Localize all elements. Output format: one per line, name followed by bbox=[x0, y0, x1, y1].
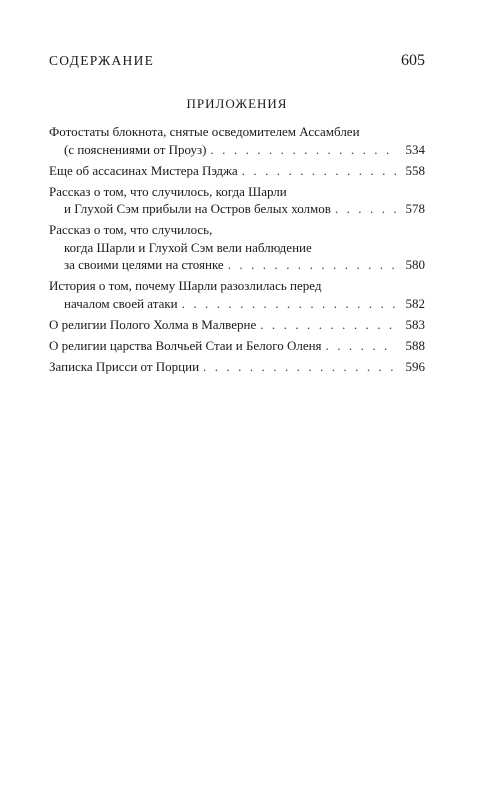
dot-leader bbox=[203, 358, 396, 376]
toc-entry[interactable] bbox=[49, 183, 425, 218]
toc-entry-text: Еще об ассасинах Мистера Пэджа bbox=[49, 162, 238, 178]
toc-entry-text: О религии царства Волчьей Стаи и Белого Оленя bbox=[49, 337, 322, 353]
toc-entry-line bbox=[49, 141, 425, 159]
toc-entry-line bbox=[49, 256, 425, 274]
running-header bbox=[49, 52, 425, 70]
toc-entry-text: Записка Присси от Порции bbox=[49, 358, 200, 374]
toc-page-number: 558 bbox=[405, 162, 425, 178]
toc-entry-text: (с пояснениями от Проуз) bbox=[64, 141, 207, 157]
toc-entry[interactable] bbox=[49, 316, 425, 334]
dot-leader bbox=[182, 295, 396, 313]
dot-leader bbox=[326, 337, 396, 355]
toc-entry-line bbox=[49, 221, 425, 239]
toc-entry-line bbox=[49, 183, 425, 201]
toc-page-number: 588 bbox=[405, 337, 425, 353]
toc-entry-text: Фотостаты блокнота, снятые осведомителем Ассамблеи bbox=[49, 124, 360, 139]
toc-entry-text: История о том, почему Шарли разозлилась перед bbox=[49, 278, 322, 293]
toc-entry-text: Рассказ о том, что случилось, bbox=[49, 222, 213, 237]
toc-entry-line bbox=[49, 337, 425, 355]
section-title: ПРИЛОЖЕНИЯ bbox=[186, 96, 288, 111]
toc-entry[interactable] bbox=[49, 358, 425, 376]
dot-leader bbox=[228, 256, 396, 274]
toc-page-number: 582 bbox=[405, 295, 425, 311]
page-number: 605 bbox=[401, 52, 425, 69]
dot-leader bbox=[242, 162, 396, 180]
toc-entry-line bbox=[49, 316, 425, 334]
toc-page-number: 596 bbox=[405, 358, 425, 374]
toc-entry-text: началом своей атаки bbox=[64, 295, 178, 311]
toc-page-number: 583 bbox=[405, 316, 425, 332]
toc-entry-line bbox=[49, 123, 425, 141]
dot-leader bbox=[335, 200, 396, 218]
dot-leader bbox=[260, 316, 396, 334]
toc-entry-text: когда Шарли и Глухой Сэм вели наблюдение bbox=[64, 239, 312, 255]
toc-entry[interactable] bbox=[49, 337, 425, 355]
toc-entry-text: О религии Полого Холма в Малверне bbox=[49, 316, 257, 332]
toc-entry[interactable] bbox=[49, 123, 425, 158]
toc-entry-line bbox=[49, 295, 425, 313]
table-of-contents bbox=[49, 123, 425, 379]
toc-entry-line bbox=[49, 200, 425, 218]
toc-page-number: 580 bbox=[405, 257, 425, 272]
running-header-title: СОДЕРЖАНИЕ bbox=[49, 53, 155, 68]
toc-entry-line bbox=[49, 358, 425, 376]
toc-entry-text: за своими целями на стоянке bbox=[64, 257, 224, 272]
toc-entry-text: и Глухой Сэм прибыли на Остров белых холмов bbox=[64, 201, 331, 216]
toc-entry-line bbox=[49, 277, 425, 295]
toc-page-number: 534 bbox=[405, 141, 425, 157]
toc-entry-line bbox=[49, 162, 425, 180]
toc-entry-text: Рассказ о том, что случилось, когда Шарли bbox=[49, 183, 287, 199]
dot-leader bbox=[210, 141, 396, 159]
toc-entry[interactable] bbox=[49, 162, 425, 180]
toc-page-number: 578 bbox=[405, 201, 425, 216]
toc-entry-line bbox=[49, 239, 425, 257]
toc-entry[interactable] bbox=[49, 277, 425, 312]
toc-entry[interactable] bbox=[49, 221, 425, 274]
